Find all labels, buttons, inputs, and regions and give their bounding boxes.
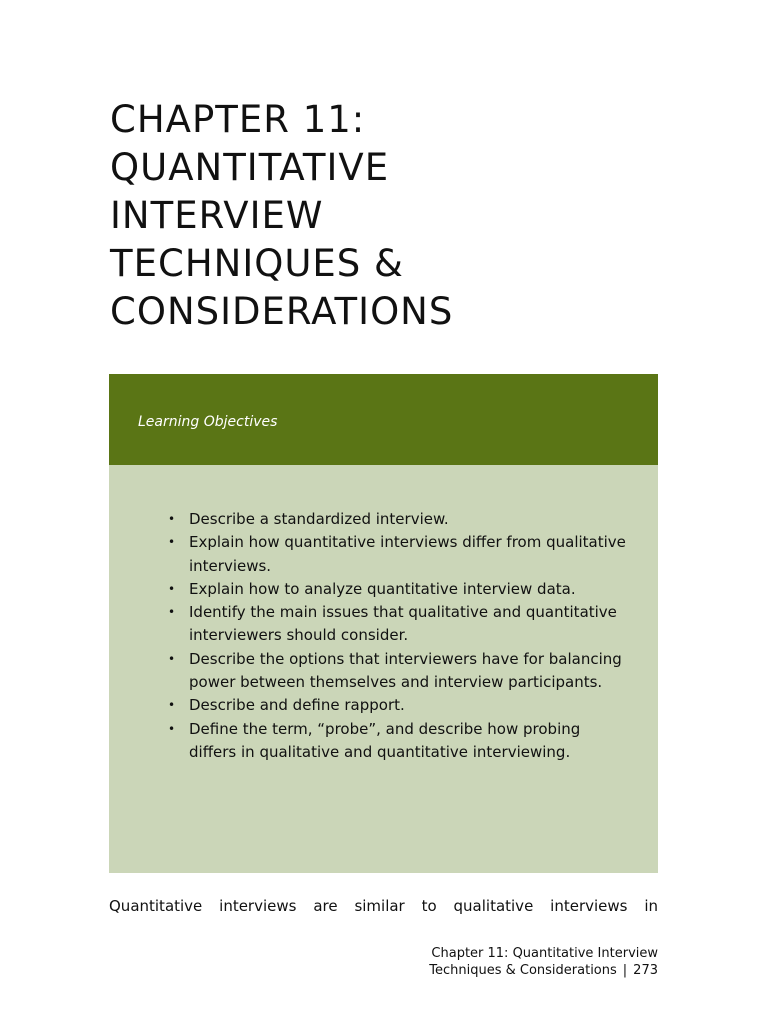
chapter-title-line: CONSIDERATIONS bbox=[110, 290, 454, 333]
page-number: 273 bbox=[633, 963, 658, 978]
objective-text: Describe the options that interviewers have for balancing power between themselves and interview participants. bbox=[189, 649, 622, 692]
list-item bbox=[109, 601, 629, 648]
learning-objectives-header bbox=[109, 374, 658, 465]
bullet-icon: • bbox=[168, 512, 176, 526]
bullet-icon: • bbox=[168, 698, 176, 713]
learning-objectives-box bbox=[109, 374, 658, 873]
footer-chapter-line: Chapter 11: Quantitative Interview bbox=[431, 946, 658, 961]
chapter-title bbox=[110, 96, 670, 336]
chapter-title-line: TECHNIQUES & bbox=[110, 242, 404, 285]
learning-objectives-list bbox=[109, 508, 629, 764]
bullet-icon: • bbox=[168, 535, 176, 550]
bullet-icon: • bbox=[168, 605, 176, 620]
objective-text: Describe and define rapport. bbox=[189, 696, 405, 715]
footer-separator: | bbox=[622, 963, 628, 978]
list-item bbox=[109, 718, 629, 765]
footer-chapter-line-2: Techniques & Considerations bbox=[429, 963, 617, 978]
list-item bbox=[109, 578, 629, 601]
page-footer bbox=[429, 945, 658, 979]
bullet-icon: • bbox=[168, 721, 176, 736]
body-paragraph: Quantitative interviews are similar to qualitative interviews in bbox=[109, 897, 658, 915]
bullet-icon: • bbox=[168, 581, 176, 596]
objective-text: Explain how quantitative interviews differ from qualitative interviews. bbox=[189, 533, 626, 575]
objective-text: Identify the main issues that qualitative and quantitative interviewers should consider. bbox=[189, 603, 617, 645]
chapter-title-line: CHAPTER 11: bbox=[110, 98, 366, 141]
chapter-title-line: QUANTITATIVE bbox=[110, 146, 390, 189]
list-item bbox=[109, 648, 629, 695]
list-item bbox=[109, 531, 629, 578]
bullet-icon: • bbox=[168, 651, 176, 666]
objective-text: Describe a standardized interview. bbox=[189, 510, 449, 528]
footer-second-line bbox=[429, 962, 658, 979]
list-item bbox=[109, 508, 629, 531]
chapter-title-line: INTERVIEW bbox=[110, 194, 324, 237]
learning-objectives-label: Learning Objectives bbox=[138, 414, 278, 430]
list-item bbox=[109, 694, 629, 717]
objective-text: Explain how to analyze quantitative interview data. bbox=[189, 579, 576, 598]
objective-text: Define the term, “probe”, and describe how probing differs in qualitative and quantitative interviewing. bbox=[189, 719, 581, 761]
